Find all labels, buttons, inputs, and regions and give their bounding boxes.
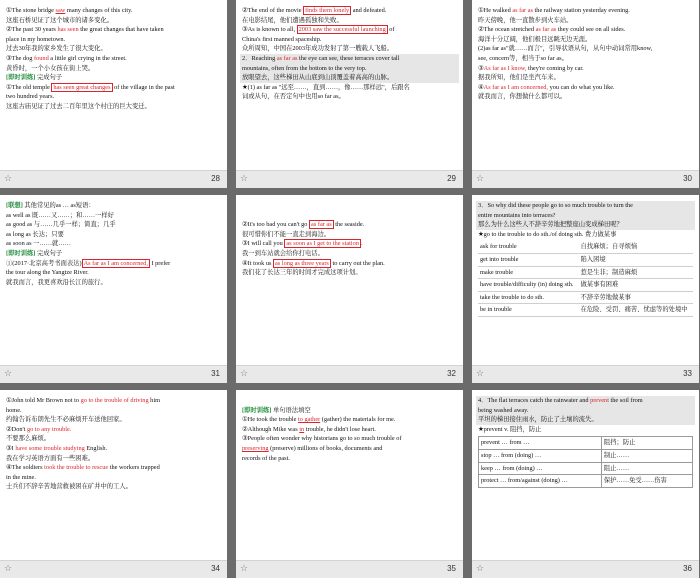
slide-text-line xyxy=(478,6,693,16)
table-row xyxy=(478,241,693,253)
slide-text-line xyxy=(478,16,693,26)
line-text: 我一到车站就会给你打电话。 xyxy=(242,249,324,257)
answer-highlight: has seen xyxy=(57,26,79,34)
line-text: home. xyxy=(6,406,22,414)
line-suffix: (gather) the materials for me. xyxy=(320,416,396,424)
slide-text-line xyxy=(240,64,459,74)
star-icon[interactable]: ☆ xyxy=(240,564,249,574)
slide-footer xyxy=(0,560,227,578)
slide-text-line xyxy=(242,239,457,249)
line-text: entire mountains into terraces? xyxy=(478,211,556,219)
line-suffix: trouble, he didn't lose heart. xyxy=(304,425,376,433)
meaning-cell: 惹是生非；制造麻烦 xyxy=(578,266,693,279)
star-icon[interactable]: ☆ xyxy=(476,174,485,184)
slide-number: 34 xyxy=(211,564,220,573)
line-text: (2)as far as"就……而言"，引导状语从句，从句中动词常用know, xyxy=(478,45,653,53)
line-text: 约翰告诉布朗先生不必麻烦开车送他回家。 xyxy=(6,416,126,424)
slide-thumbnail[interactable] xyxy=(0,0,227,188)
line-text: 这座古庙见证了过去二百年里这个村庄的巨大变迁。 xyxy=(6,102,151,110)
answer-highlight: preserving xyxy=(242,444,269,452)
slide-text-line xyxy=(242,444,457,454)
slide-text-line xyxy=(242,406,457,416)
line-prefix: ③As is known to all, xyxy=(242,26,297,34)
slide-text-line xyxy=(242,6,457,16)
line-text: 海洋十分辽阔，他们极目远眺无边无涯。 xyxy=(478,35,592,43)
slide-text-line xyxy=(478,73,693,83)
slide-text-line xyxy=(6,44,221,54)
phrase-table xyxy=(478,241,693,317)
meaning-cell: 做某事有困难 xyxy=(578,279,693,292)
slide-text-line xyxy=(476,201,695,211)
line-text: 平坦的梯田接住雨水，防止了土壤的流失。 xyxy=(478,416,598,424)
slide-footer xyxy=(236,365,463,383)
slide-text-line xyxy=(6,230,221,240)
slide-text-line xyxy=(478,54,693,64)
phrase-cell: be in trouble xyxy=(478,304,578,317)
line-text: the tour along the Yangtze River. xyxy=(6,269,89,277)
slide-text-line xyxy=(478,25,693,35)
line-suffix: they could see on all sides. xyxy=(556,26,626,34)
line-text: 不要那么麻烦。 xyxy=(6,435,51,443)
slide-number: 36 xyxy=(683,564,692,573)
slide-text-line xyxy=(240,73,459,83)
table-row xyxy=(478,304,693,317)
slide-content xyxy=(472,390,699,560)
star-icon[interactable]: ☆ xyxy=(476,369,485,379)
slide-text-line xyxy=(6,54,221,64)
line-text: 词或从句，在否定句中也用so far as。 xyxy=(242,93,345,101)
slide-text-line xyxy=(6,83,221,93)
slide-text-line xyxy=(6,25,221,35)
section-label: [即时训练] xyxy=(6,74,36,82)
answer-highlight: found xyxy=(34,54,49,62)
answer-highlight: As far as I am concerned, xyxy=(83,259,148,267)
line-text: see, concern等，相当于so far as。 xyxy=(478,54,568,62)
slide-text-line xyxy=(242,201,457,211)
line-text: 3．So why did these people go to so much trouble to turn the xyxy=(478,202,633,209)
line-suffix: they're coming by car. xyxy=(526,64,584,72)
meaning-cell: 制止…… xyxy=(601,449,692,462)
answer-highlight: took the trouble to rescue xyxy=(44,464,109,472)
slide-footer xyxy=(472,560,699,578)
slide-text-line xyxy=(242,211,457,221)
meaning-cell: 陷入困境 xyxy=(578,253,693,266)
phrase-cell: have trouble/difficulty (in) doing sth. xyxy=(478,279,578,292)
line-text: 就我而言，你想做什么都可以。 xyxy=(478,93,567,101)
table-row xyxy=(479,449,693,462)
slide-text-line xyxy=(6,415,221,425)
phrase-cell: prevent … from … xyxy=(479,437,602,450)
line-text: 完成句子 xyxy=(35,249,63,257)
slide-text-line xyxy=(478,425,693,435)
slide-text-line xyxy=(242,268,457,278)
slide-text-line xyxy=(6,444,221,454)
slide-text-line xyxy=(240,54,459,64)
line-prefix: ③I will call you xyxy=(242,240,285,248)
line-text: 那么为什么这些人不辞辛劳地把整座山变成梯田呢？ xyxy=(478,221,623,229)
slide-text-line xyxy=(476,220,695,230)
table-row xyxy=(479,475,693,488)
line-prefix: ①The old temple xyxy=(6,83,52,91)
slide-text-line xyxy=(478,83,693,93)
line-text: 这座石桥见证了这个城市的诸多变化。 xyxy=(6,16,114,24)
line-text: two hundred years. xyxy=(6,93,55,101)
slide-footer xyxy=(472,170,699,188)
line-text: 我在学习英语方面有一些困难。 xyxy=(6,454,95,462)
answer-highlight: saw xyxy=(55,7,66,14)
section-label: [即时训练] xyxy=(6,249,36,257)
line-text: 黄昏时，一个小女孩在街上哭。 xyxy=(6,64,95,72)
slide-text-line xyxy=(242,230,457,240)
line-text: 众所周知，中国在2003年成功发射了第一艘载人飞船。 xyxy=(242,45,394,53)
line-text: ③People often wonder why historians go to so much trouble of xyxy=(242,435,402,443)
phrase-cell: protect … from/against (doing) … xyxy=(479,475,602,488)
line-text: 就我而言，我更喜欢沿长江的旅行。 xyxy=(6,278,107,286)
slide-text-line xyxy=(242,25,457,35)
slide-text-line xyxy=(242,220,457,230)
answer-highlight: prevent xyxy=(590,397,609,404)
slide-text-line xyxy=(242,44,457,54)
line-prefix: ①John told Mr Brown not to xyxy=(6,397,81,404)
slide-text-line xyxy=(6,6,221,16)
slide-text-line xyxy=(478,92,693,102)
slide-thumbnail[interactable] xyxy=(472,0,699,188)
line-prefix: ④ xyxy=(478,83,484,91)
table-row xyxy=(479,437,693,450)
slide-text-line xyxy=(476,396,695,406)
line-prefix: ①(2017·北京高考书面表达) xyxy=(6,259,82,267)
slide-text-line xyxy=(478,64,693,74)
line-suffix: a little girl crying in the street. xyxy=(48,54,127,62)
slide-text-line xyxy=(6,239,221,249)
line-text: 在电影结尾，他们遭遇孤独和失败。 xyxy=(242,16,343,24)
line-suffix: (preserve) millions of books, documents and xyxy=(268,444,383,452)
answer-highlight: as far as xyxy=(512,7,533,14)
answer-highlight: finds them lonely xyxy=(305,7,350,14)
answer-highlight: As far as I am concerned, xyxy=(483,83,548,91)
line-text: 完成句子 xyxy=(35,74,63,82)
line-prefix: ①He walked xyxy=(478,7,513,14)
slide-text-line xyxy=(6,64,221,74)
phrase-cell: stop … from (doing) … xyxy=(479,449,602,462)
line-suffix: I prefer xyxy=(149,259,171,267)
star-icon[interactable]: ☆ xyxy=(240,174,249,184)
meaning-cell: 自找麻烦；自寻烦恼 xyxy=(578,241,693,253)
table-row xyxy=(478,253,693,266)
line-text: as soon as 一……就…… xyxy=(6,240,71,248)
slide-number: 30 xyxy=(683,174,692,183)
slide-content xyxy=(236,390,463,560)
slide-text-line xyxy=(242,35,457,45)
slide-text-line xyxy=(6,259,221,269)
line-prefix: ③The dog xyxy=(6,54,35,62)
line-text: as good as 与……几乎一样；简直；几乎 xyxy=(6,221,116,229)
line-prefix: ②The past 30 years xyxy=(6,26,58,34)
slide-text-line xyxy=(476,415,695,425)
star-icon[interactable]: ☆ xyxy=(4,369,13,379)
slide-number: 32 xyxy=(447,369,456,378)
slide-text-line xyxy=(6,434,221,444)
slide-content xyxy=(0,390,227,560)
slide-thumbnail[interactable] xyxy=(236,195,463,383)
answer-highlight: in xyxy=(299,425,305,433)
slide-text-line xyxy=(6,16,221,26)
line-suffix: . xyxy=(360,240,363,248)
line-suffix: the eye can see, these terraces cover tall xyxy=(297,54,400,62)
slide-content xyxy=(472,195,699,365)
slide-text-line xyxy=(6,249,221,259)
line-text: mountains, often from the bottom to the very top. xyxy=(242,64,367,72)
slide-content xyxy=(236,195,463,365)
answer-highlight: go to the trouble of driving xyxy=(80,397,149,404)
line-text: 昨天傍晚，他一直散步到火车站。 xyxy=(478,16,573,24)
slide-text-line xyxy=(242,259,457,269)
line-prefix: ②Although Mike was xyxy=(242,425,300,433)
meaning-cell: 保护……免受……伤害 xyxy=(601,475,692,488)
slide-thumbnail[interactable] xyxy=(0,390,227,578)
section-label: [联想] xyxy=(6,202,23,209)
slide-text-line xyxy=(242,92,457,102)
line-prefix: ①He took the trouble xyxy=(242,416,299,424)
line-text: 很可惜你们不能一直走到海边。 xyxy=(242,230,331,238)
slide-thumbnail[interactable] xyxy=(236,390,463,578)
phrase-cell: keep … from (doing) … xyxy=(479,462,602,475)
star-icon[interactable]: ☆ xyxy=(240,369,249,379)
meaning-cell: 在危险、受罚、痛苦、忧虑等的处境中 xyxy=(578,304,693,317)
slide-text-line xyxy=(476,406,695,416)
slide-content xyxy=(0,195,227,365)
star-icon[interactable]: ☆ xyxy=(4,564,13,574)
line-suffix: of xyxy=(387,26,395,34)
line-suffix: the great changes that have taken xyxy=(78,26,164,34)
meaning-cell: 不辞辛劳地做某事 xyxy=(578,291,693,304)
slide-footer xyxy=(236,170,463,188)
line-prefix: 2．Reaching xyxy=(242,54,277,62)
slide-number: 31 xyxy=(211,369,220,378)
line-text: 士兵们不辞辛苦地营救被困在矿井中的工人。 xyxy=(6,483,132,491)
slide-thumbnail[interactable] xyxy=(0,195,227,383)
slide-text-line xyxy=(6,482,221,492)
table-row xyxy=(478,279,693,292)
slide-text-line xyxy=(6,220,221,230)
line-text: ★prevent v. 阻挡，防止 xyxy=(478,425,542,433)
meaning-cell: 阻止…… xyxy=(601,462,692,475)
line-text: as well as 既……又……；和……一样好 xyxy=(6,211,114,219)
slide-text-line xyxy=(242,425,457,435)
slide-text-line xyxy=(242,434,457,444)
answer-highlight: 2003 saw the successful launching xyxy=(298,26,386,34)
answer-highlight: have some trouble studying xyxy=(15,444,85,452)
line-suffix: the workers trapped xyxy=(108,464,160,472)
slide-text-line xyxy=(6,425,221,435)
slide-text-line xyxy=(242,249,457,259)
line-suffix: to carry out the plan. xyxy=(330,259,385,267)
phrase-cell: ask for trouble xyxy=(478,241,578,253)
slide-text-line xyxy=(242,415,457,425)
line-suffix: the soil from xyxy=(608,397,643,404)
line-prefix: 4．The flat terraces catch the rainwater and xyxy=(478,397,591,404)
table-row xyxy=(479,462,693,475)
slide-footer xyxy=(0,170,227,188)
table-row xyxy=(478,266,693,279)
slide-footer xyxy=(236,560,463,578)
line-text: 据我所知，他们是坐汽车来。 xyxy=(478,74,560,82)
slide-text-line xyxy=(242,454,457,464)
line-text: 放眼望去，这些梯田从山底到山顶覆盖着高高的山脉。 xyxy=(242,74,394,82)
slide-thumbnail[interactable] xyxy=(236,0,463,188)
slide-number: 29 xyxy=(447,174,456,183)
slide-text-line xyxy=(6,463,221,473)
answer-highlight: as far as xyxy=(276,54,298,62)
line-text: China's first manned spaceship. xyxy=(242,35,322,43)
answer-highlight: to gather xyxy=(298,416,321,424)
slide-number: 35 xyxy=(447,564,456,573)
slide-text-line xyxy=(6,278,221,288)
slide-text-line xyxy=(476,211,695,221)
line-prefix: ②The ocean stretched xyxy=(478,26,536,34)
line-suffix: English. xyxy=(84,444,108,452)
line-prefix: ③I xyxy=(6,444,16,452)
slide-number: 28 xyxy=(211,174,220,183)
phrase-cell: make trouble xyxy=(478,266,578,279)
answer-highlight: as long as three years xyxy=(275,259,329,267)
line-suffix: you can do what you like. xyxy=(548,83,615,91)
phrase-cell: take the trouble to do sth. xyxy=(478,291,578,304)
answer-highlight: go to any trouble. xyxy=(26,425,72,433)
answer-highlight: has seen great changes xyxy=(53,83,111,91)
line-suffix: the railway station yesterday evening. xyxy=(532,7,630,14)
line-suffix: and defeated. xyxy=(351,7,387,14)
slide-footer xyxy=(472,365,699,383)
slide-content xyxy=(472,0,699,170)
answer-highlight: As far as I know, xyxy=(483,64,527,72)
slide-text-line xyxy=(478,35,693,45)
line-text: being washed away. xyxy=(478,406,529,414)
line-text: 我们花了长达三年的时间才完成这项计划。 xyxy=(242,269,362,277)
line-suffix: him xyxy=(148,397,160,404)
line-text: place in my hometown. xyxy=(6,35,66,43)
slide-text-line xyxy=(478,44,693,54)
line-text: ★go to the trouble to do sth./of doing sth. 费力做某事 xyxy=(478,230,617,238)
slide-text-line xyxy=(6,35,221,45)
phrase-cell: get into trouble xyxy=(478,253,578,266)
slide-thumbnail[interactable] xyxy=(472,195,699,383)
line-suffix: the seaside. xyxy=(333,221,365,229)
line-prefix: ①The stone bridge xyxy=(6,7,56,14)
line-text: as long as 长达；只要 xyxy=(6,230,64,238)
slide-text-line xyxy=(6,454,221,464)
star-icon[interactable]: ☆ xyxy=(476,564,485,574)
slide-text-line xyxy=(242,396,457,406)
line-prefix: ④It took us xyxy=(242,259,274,267)
answer-highlight: as far as xyxy=(535,26,557,34)
slide-text-line xyxy=(242,83,457,93)
slide-text-line xyxy=(6,102,221,112)
line-text: records of the past. xyxy=(242,454,290,462)
line-text: 过去30年我的家乡发生了很大变化。 xyxy=(6,45,107,53)
slide-text-line xyxy=(6,406,221,416)
line-suffix: many changes of this city. xyxy=(65,7,133,14)
slide-number: 33 xyxy=(683,369,692,378)
slide-text-line xyxy=(6,473,221,483)
line-prefix: ④The soldiers xyxy=(6,464,45,472)
table-row xyxy=(478,291,693,304)
slide-content xyxy=(0,0,227,170)
slide-text-line xyxy=(6,73,221,83)
meaning-cell: 阻挡；防止 xyxy=(601,437,692,450)
section-label: [即时训练] xyxy=(242,406,272,414)
line-prefix: ③ xyxy=(478,64,484,72)
slide-content xyxy=(236,0,463,170)
line-prefix: ②Don't xyxy=(6,425,27,433)
line-suffix: of the village in the past xyxy=(112,83,175,91)
slide-text-line xyxy=(242,16,457,26)
answer-highlight: as soon as I get to the station xyxy=(286,240,359,248)
line-text: 单句语法填空 xyxy=(271,406,311,414)
line-text: in the mine. xyxy=(6,473,36,481)
slide-text-line xyxy=(478,230,693,240)
slide-thumbnail[interactable] xyxy=(472,390,699,578)
line-prefix: ②It's too bad you can't go xyxy=(242,221,310,229)
star-icon[interactable]: ☆ xyxy=(4,174,13,184)
slide-text-line xyxy=(6,201,221,211)
line-prefix: ②The end of the movie xyxy=(242,7,304,14)
line-text: 其他常见的as … as短语： xyxy=(22,202,95,209)
answer-highlight: as far as xyxy=(311,221,332,229)
slide-text-line xyxy=(6,396,221,406)
slide-text-line xyxy=(6,268,221,278)
line-text: ★(1) as far as "远至……，直到……，像……那样远"，后跟名 xyxy=(242,83,410,91)
slide-text-line xyxy=(6,211,221,221)
slide-text-line xyxy=(6,92,221,102)
phrase-table xyxy=(478,436,693,487)
slide-footer xyxy=(0,365,227,383)
